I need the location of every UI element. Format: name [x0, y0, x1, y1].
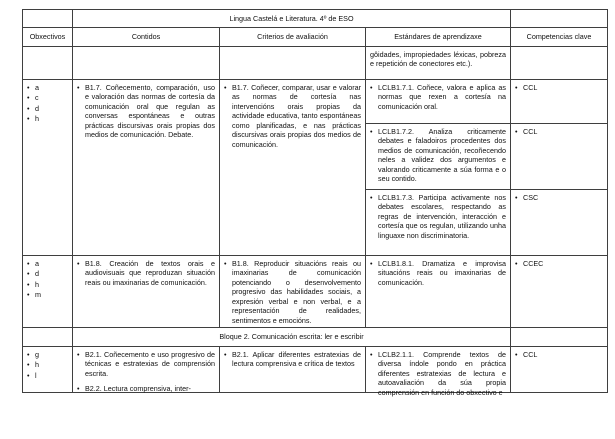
block-spacer	[511, 328, 608, 347]
estandar-item: • LCLB1.7.1. Coñece, valora e aplica as normas que rexen a cortesía na comunicación oral.	[370, 83, 506, 112]
criterio-item: • B1.7. Coñecer, comparar, usar e valorar as normas de cortesía nas intervencións orais propias da actividade educativa, tanto espontáneas como planificadas, e nas prácticas discursivas orais propias dos medios de comunicación.	[224, 83, 361, 150]
header-contidos: Contidos	[73, 28, 220, 47]
obxectivo-item: • a	[27, 83, 68, 93]
estandar-cell	[366, 346, 511, 397]
obxectivo-item: • d	[27, 269, 68, 279]
table-title-spacer	[511, 10, 608, 28]
competencia-item: • CCL	[515, 127, 603, 137]
criterio-cell	[220, 79, 366, 255]
obxectivo-item: • l	[27, 371, 68, 381]
competencia-item: • CSC	[515, 193, 603, 203]
competencia-cell	[511, 255, 608, 328]
header-criterios: Criterios de avaliación	[220, 28, 366, 47]
competencia-cell	[511, 79, 608, 123]
competencia-item: • CCEC	[515, 259, 603, 269]
estandar-item: • LCLB1.7.3. Participa activamente nos debates escolares, respectando as regras de intervención, interacción e cortesía que os regulan, utilizando unha linguaxe non discriminatoria.	[370, 193, 506, 241]
table-title: Lingua Castelá e Literatura. 4º de ESO	[73, 10, 511, 28]
obxectivo-item: • h	[27, 114, 68, 124]
estandar-item: • LCLB1.8.1. Dramatiza e improvisa situacións reais ou imaxinarias de comunicación.	[370, 259, 506, 288]
carry-over-row	[23, 46, 608, 79]
obxectivo-item: • a	[27, 259, 68, 269]
carry-over-text: gôidades, impropiedades léxicas, pobreza e repetición de conectores etc.).	[366, 46, 511, 79]
obxectivos-cell	[23, 346, 73, 392]
header-obxectivos: Obxectivos	[23, 28, 73, 47]
obxectivo-item: • d	[27, 104, 68, 114]
competencia-cell	[511, 123, 608, 189]
contido-cell	[73, 346, 220, 392]
competencia-cell	[511, 346, 608, 392]
contido-cell	[73, 79, 220, 255]
criterio-cell	[220, 346, 366, 392]
estandar-cell	[366, 189, 511, 255]
header-estandares: Estándares de aprendizaxe	[366, 28, 511, 47]
block-row	[23, 328, 608, 347]
empty-cell	[23, 46, 73, 79]
empty-cell	[511, 46, 608, 79]
header-competencias: Competencias clave	[511, 28, 608, 47]
obxectivo-item: • g	[27, 350, 68, 360]
criterio-cell	[220, 255, 366, 328]
title-row	[23, 10, 608, 28]
obxectivos-cell	[23, 79, 73, 255]
obxectivo-item: • h	[27, 280, 68, 290]
estandar-item: • LCLB2.1.1. Comprende textos de diversa índole pondo en práctica diferentes estratexias de lectura e autoavaliación da súa propia comprensión en función do obxectivo e	[370, 350, 506, 398]
obxectivo-item: • c	[27, 93, 68, 103]
empty-cell	[220, 46, 366, 79]
contido-cell	[73, 255, 220, 328]
obxectivo-item: • m	[27, 290, 68, 300]
obxectivos-cell	[23, 255, 73, 328]
header-row	[23, 28, 608, 47]
competencia-cell	[511, 189, 608, 255]
table-row-b21	[23, 346, 608, 392]
competencia-item: • CCL	[515, 83, 603, 93]
curriculum-table	[22, 9, 608, 397]
obxectivo-item: • h	[27, 360, 68, 370]
block-heading: Bloque 2. Comunicación escrita: ler e escribir	[73, 328, 511, 347]
criterio-item: • B2.1. Aplicar diferentes estratexias de lectura comprensiva e crítica de textos	[224, 350, 361, 369]
contido-item: • B1.8. Creación de textos orais e audiovisuais que reproduzan situación reais ou imaxinarias de comunicación.	[77, 259, 215, 288]
table-row-b17-1	[23, 79, 608, 123]
contido-item: • B2.1. Coñecemento e uso progresivo de técnicas e estratexias de comprensión escrita.	[77, 350, 215, 379]
table-title-spacer	[23, 10, 73, 28]
competencia-item: • CCL	[515, 350, 603, 360]
estandar-cell	[366, 123, 511, 189]
criterio-item: • B1.8. Reproducir situacións reais ou imaxinarias de comunicación potenciando o desenvolvemento progresivo das habilidades sociais, a expresión verbal e non verbal, e a representación de realidades, sentimentos e emocións.	[224, 259, 361, 326]
block-spacer	[23, 328, 73, 347]
estandar-cell	[366, 255, 511, 328]
contido-item: • B2.2. Lectura comprensiva, inter-	[77, 384, 215, 394]
table-row-b18	[23, 255, 608, 328]
contido-item: • B1.7. Coñecemento, comparación, uso e valoración das normas de cortesía da comunicación oral que regulan as conversas espontáneas e outras prácticas discursivas orais propias dos medios de comunicación. Debate.	[77, 83, 215, 140]
estandar-item: • LCLB1.7.2. Analiza criticamente debates e faladoiros procedentes dos medios de comunicación, recoñecendo neles a validez dos argumentos e valorando criticamente a súa forma e o seu contido.	[370, 127, 506, 184]
empty-cell	[73, 46, 220, 79]
estandar-cell	[366, 79, 511, 123]
